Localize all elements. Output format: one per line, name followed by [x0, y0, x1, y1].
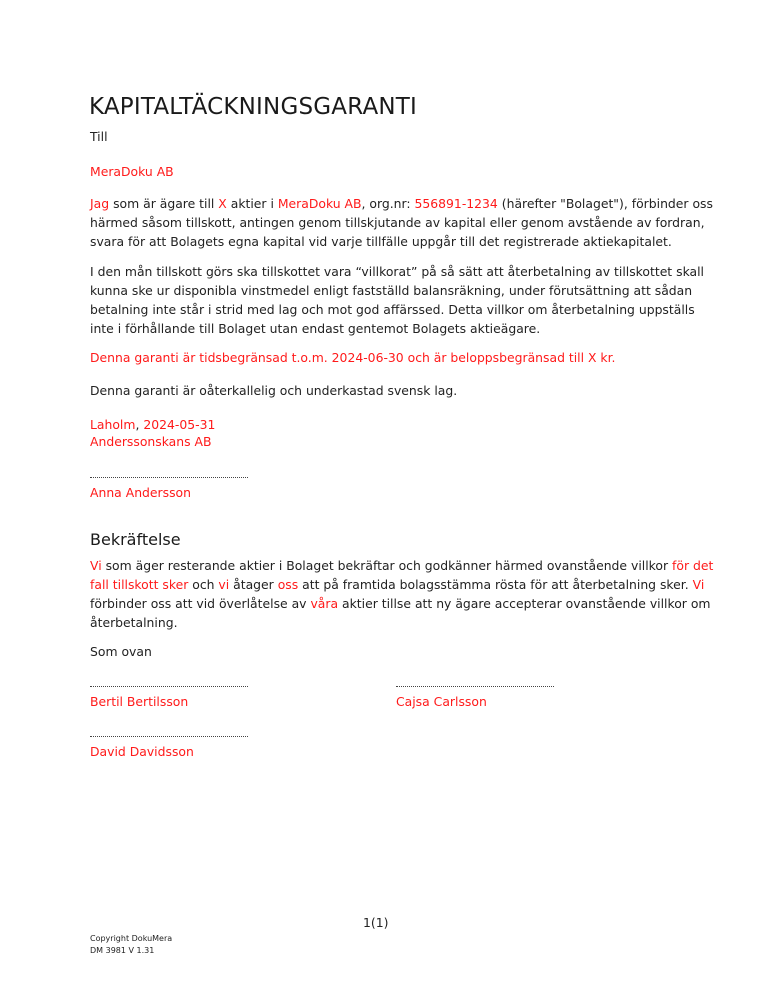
confirmation-paragraph: [90, 556, 714, 632]
limitation-statement: Denna garanti är tidsbegränsad t.o.m. 2024-06-30 och är beloppsbegränsad till X kr.: [90, 350, 616, 365]
conditional-contribution-paragraph: [90, 262, 705, 338]
date: 2024-05-31: [143, 417, 216, 432]
paragraph-line: kunna ske ur disponibla vinstmedel enligt fastställd balansräkning, under förutsättning att sådan: [90, 283, 693, 298]
text-segment: att på framtida bolagsstämma rösta för att återbetalning sker.: [298, 577, 693, 592]
text-segment: som är ägare till: [109, 196, 219, 211]
paragraph-line: I den mån tillskott görs ska tillskottet vara “villkorat” på så sätt att återbetalning av tillskottet skall: [90, 264, 705, 279]
paragraph-line: [90, 594, 711, 613]
signatory-bertil: Bertil Bertilsson: [90, 694, 189, 709]
text-segment: (härefter "Bolaget"), förbinder oss: [497, 196, 713, 211]
text-segment: förbinder oss att vid överlåtelse av: [90, 596, 311, 611]
text-segment: , org.nr:: [361, 196, 415, 211]
signature-line-bertil: [90, 686, 248, 687]
signature-line-anna: [90, 477, 248, 478]
copyright-text: Copyright DokuMera: [90, 934, 173, 943]
paragraph-line: [90, 194, 713, 213]
highlighted-text: Vi: [692, 577, 705, 592]
paragraph-line: betalning inte står i strid med lag och mot god affärssed. Detta villkor om återbetalning uppställs: [90, 302, 695, 317]
paragraph-line: [90, 613, 700, 632]
signatory-david: David Davidsson: [90, 744, 194, 759]
highlighted-text: vi: [218, 577, 230, 592]
highlighted-text: Jag: [90, 196, 110, 211]
paragraph-line: [90, 213, 705, 232]
paragraph-line: [90, 556, 714, 575]
recipient-name: MeraDoku AB: [90, 164, 174, 179]
paragraph-line: inte i förhållande till Bolaget utan endast gentemot Bolagets aktieägare.: [90, 321, 541, 336]
place-separator: ,: [135, 417, 144, 432]
signature-line-david: [90, 736, 248, 737]
highlighted-text: för det: [672, 558, 714, 573]
governing-law-statement: Denna garanti är oåterkallelig och underkastad svensk lag.: [90, 383, 458, 398]
text-segment: och: [188, 577, 219, 592]
paragraph-line: [90, 575, 705, 594]
highlighted-text: MeraDoku AB: [277, 196, 362, 211]
page-number: 1(1): [363, 915, 389, 930]
company-name: Anderssonskans AB: [90, 434, 212, 449]
text-segment: aktier i: [226, 196, 278, 211]
highlighted-text: fall tillskott sker: [90, 577, 189, 592]
highlighted-text: 556891-1234: [414, 196, 498, 211]
text-segment: åtager: [229, 577, 278, 592]
to-label: Till: [90, 129, 108, 144]
text-segment: aktier tillse att ny ägare accepterar ovanstående villkor om: [338, 596, 711, 611]
highlighted-text: Vi: [90, 558, 102, 573]
guarantee-paragraph: [90, 194, 713, 251]
place: Laholm: [90, 417, 136, 432]
version-text: DM 3981 V 1.31: [90, 946, 155, 955]
document-title: KAPITALTÄCKNINGSGARANTI: [89, 94, 418, 120]
highlighted-text: våra: [310, 596, 339, 611]
highlighted-text: oss: [277, 577, 299, 592]
as-above-text: Som ovan: [90, 644, 152, 659]
signature-line-cajsa: [396, 686, 554, 687]
highlighted-text: X: [218, 196, 227, 211]
paragraph-line: [90, 232, 700, 251]
text-segment: svara för att Bolagets egna kapital vid varje tillfälle uppgår till det registrerade aktiekapitalet.: [90, 234, 672, 249]
signatory-cajsa: Cajsa Carlsson: [396, 694, 487, 709]
signatory-name: Anna Andersson: [90, 485, 191, 500]
text-segment: återbetalning.: [90, 615, 178, 630]
text-segment: härmed såsom tillskott, antingen genom tillskjutande av kapital eller genom avstående av fordran,: [90, 215, 705, 230]
text-segment: som äger resterande aktier i Bolaget bekräftar och godkänner härmed ovanstående villkor: [101, 558, 672, 573]
confirmation-heading: Bekräftelse: [90, 530, 181, 549]
